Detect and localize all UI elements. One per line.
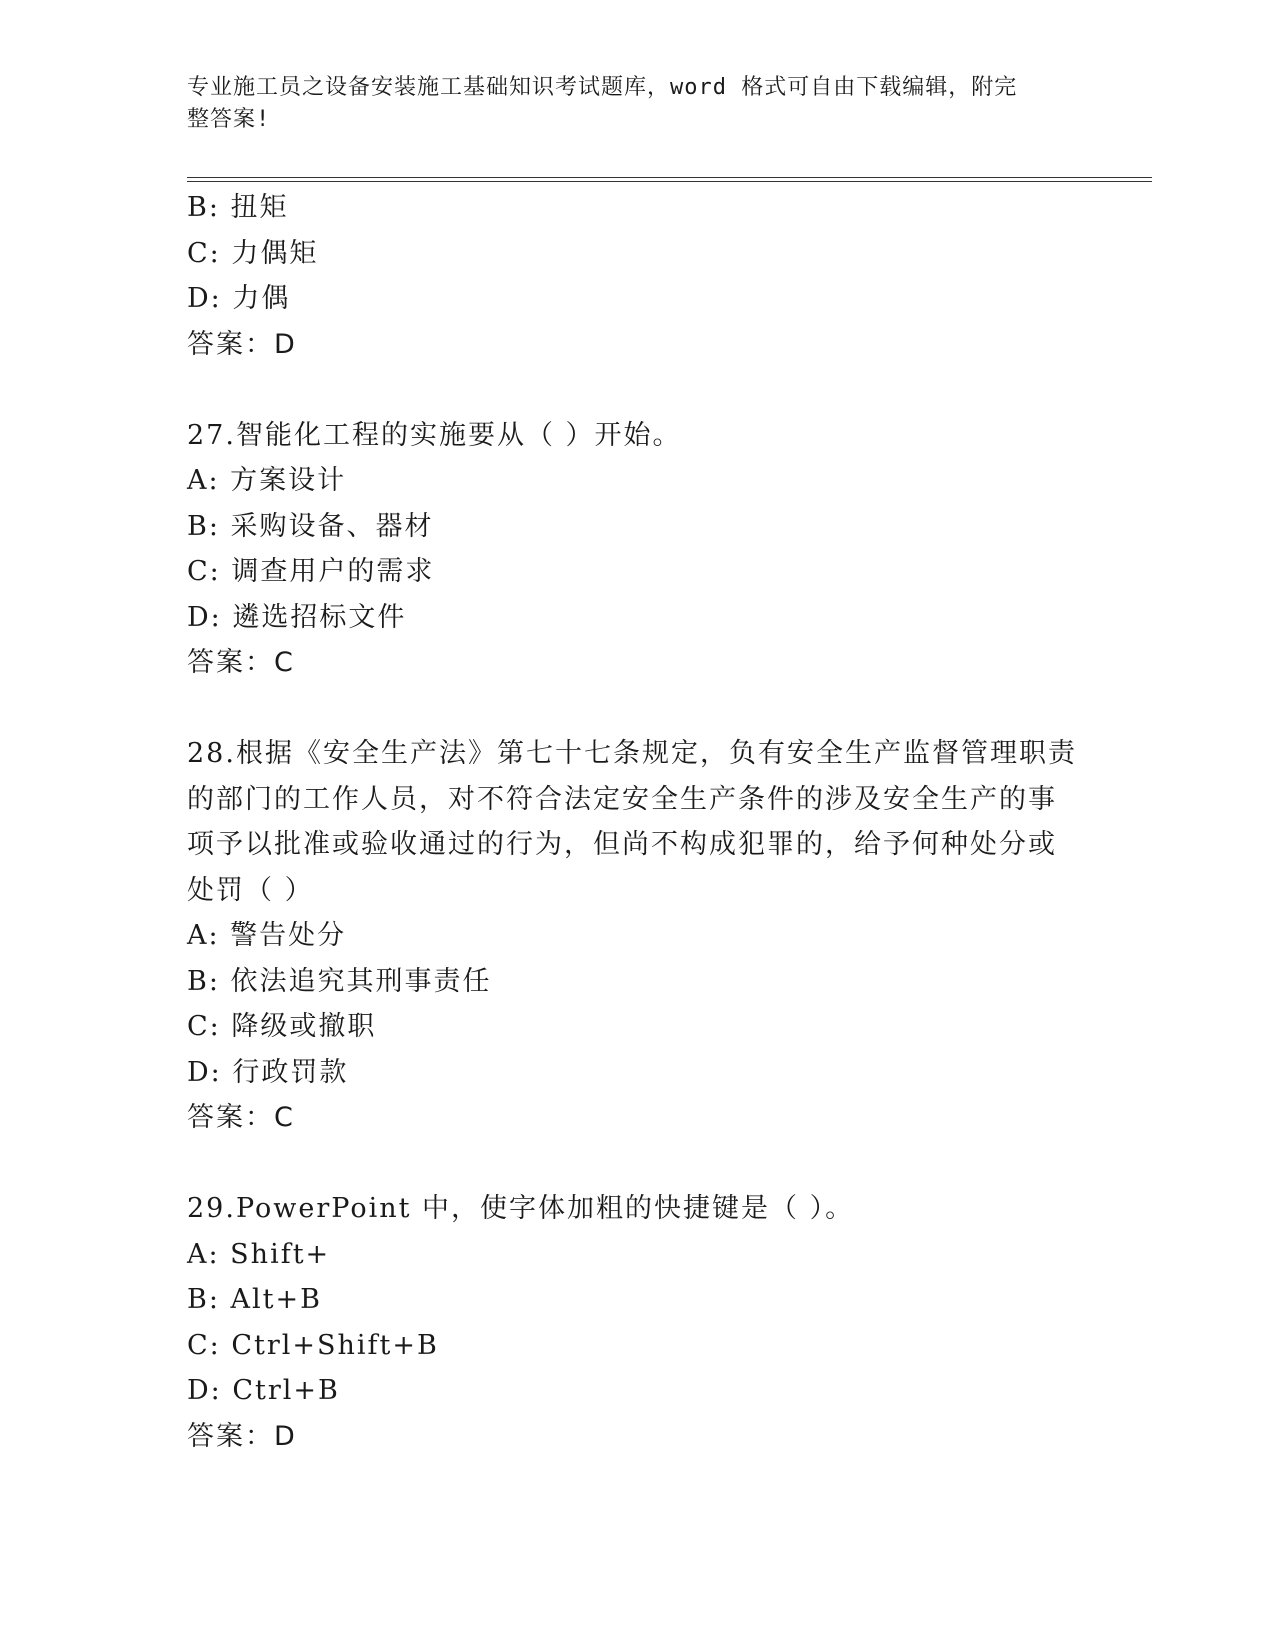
spacer (187, 1141, 1087, 1187)
option-b: B: 依法追究其刑事责任 (187, 965, 492, 997)
option-c: C: 降级或撤职 (187, 1011, 377, 1042)
question-text: 处罚（ ） (187, 874, 314, 906)
question-text: 项予以批准或验收通过的行为，但尚不构成犯罪的，给予何种处分或 (187, 829, 1057, 860)
option-a: A: Shift+ (187, 1238, 331, 1270)
question-text: 29.PowerPoint 中，使字体加粗的快捷键是（ ）。 (187, 1193, 855, 1224)
answer-line: 答案：C (187, 1102, 295, 1133)
answer-line: 答案：D (187, 328, 297, 360)
option-d: D: 遴选招标文件 (187, 601, 407, 633)
answer-line: 答案：C (187, 647, 295, 678)
question-text: 28.根据《安全生产法》第七十七条规定，负有安全生产监督管理职责 (187, 738, 1077, 769)
page-header: 专业施工员之设备安装施工基础知识考试题库，word 格式可自由下载编辑，附完 整答案! (187, 75, 1018, 132)
spacer (187, 686, 1087, 732)
question-text: 27.智能化工程的实施要从（ ）开始。 (187, 419, 682, 451)
spacer (187, 367, 1087, 413)
option-d: D: Ctrl+B (187, 1375, 340, 1406)
answer-line: 答案：D (187, 1420, 297, 1452)
question-27 (187, 413, 1087, 686)
option-c: C: Ctrl+Shift+B (187, 1329, 439, 1361)
question-28 (187, 731, 1087, 1141)
option-d: D: 力偶 (187, 283, 291, 314)
option-c: C: 调查用户的需求 (187, 556, 435, 587)
previous-question-tail (187, 185, 1087, 367)
question-content (187, 185, 1087, 1459)
option-d: D: 行政罚款 (187, 1056, 349, 1088)
question-text: 的部门的工作人员，对不符合法定安全生产条件的涉及安全生产的事 (187, 783, 1057, 815)
header-divider-secondary (187, 181, 1152, 182)
option-b: B: Alt+B (187, 1284, 322, 1315)
option-a: A: 方案设计 (187, 465, 347, 496)
option-b: B: 采购设备、器材 (187, 510, 434, 542)
option-b: B: 扭矩 (187, 192, 289, 223)
option-c: C: 力偶矩 (187, 237, 319, 269)
question-29 (187, 1186, 1087, 1459)
header-divider (187, 177, 1152, 178)
option-a: A: 警告处分 (187, 920, 347, 951)
